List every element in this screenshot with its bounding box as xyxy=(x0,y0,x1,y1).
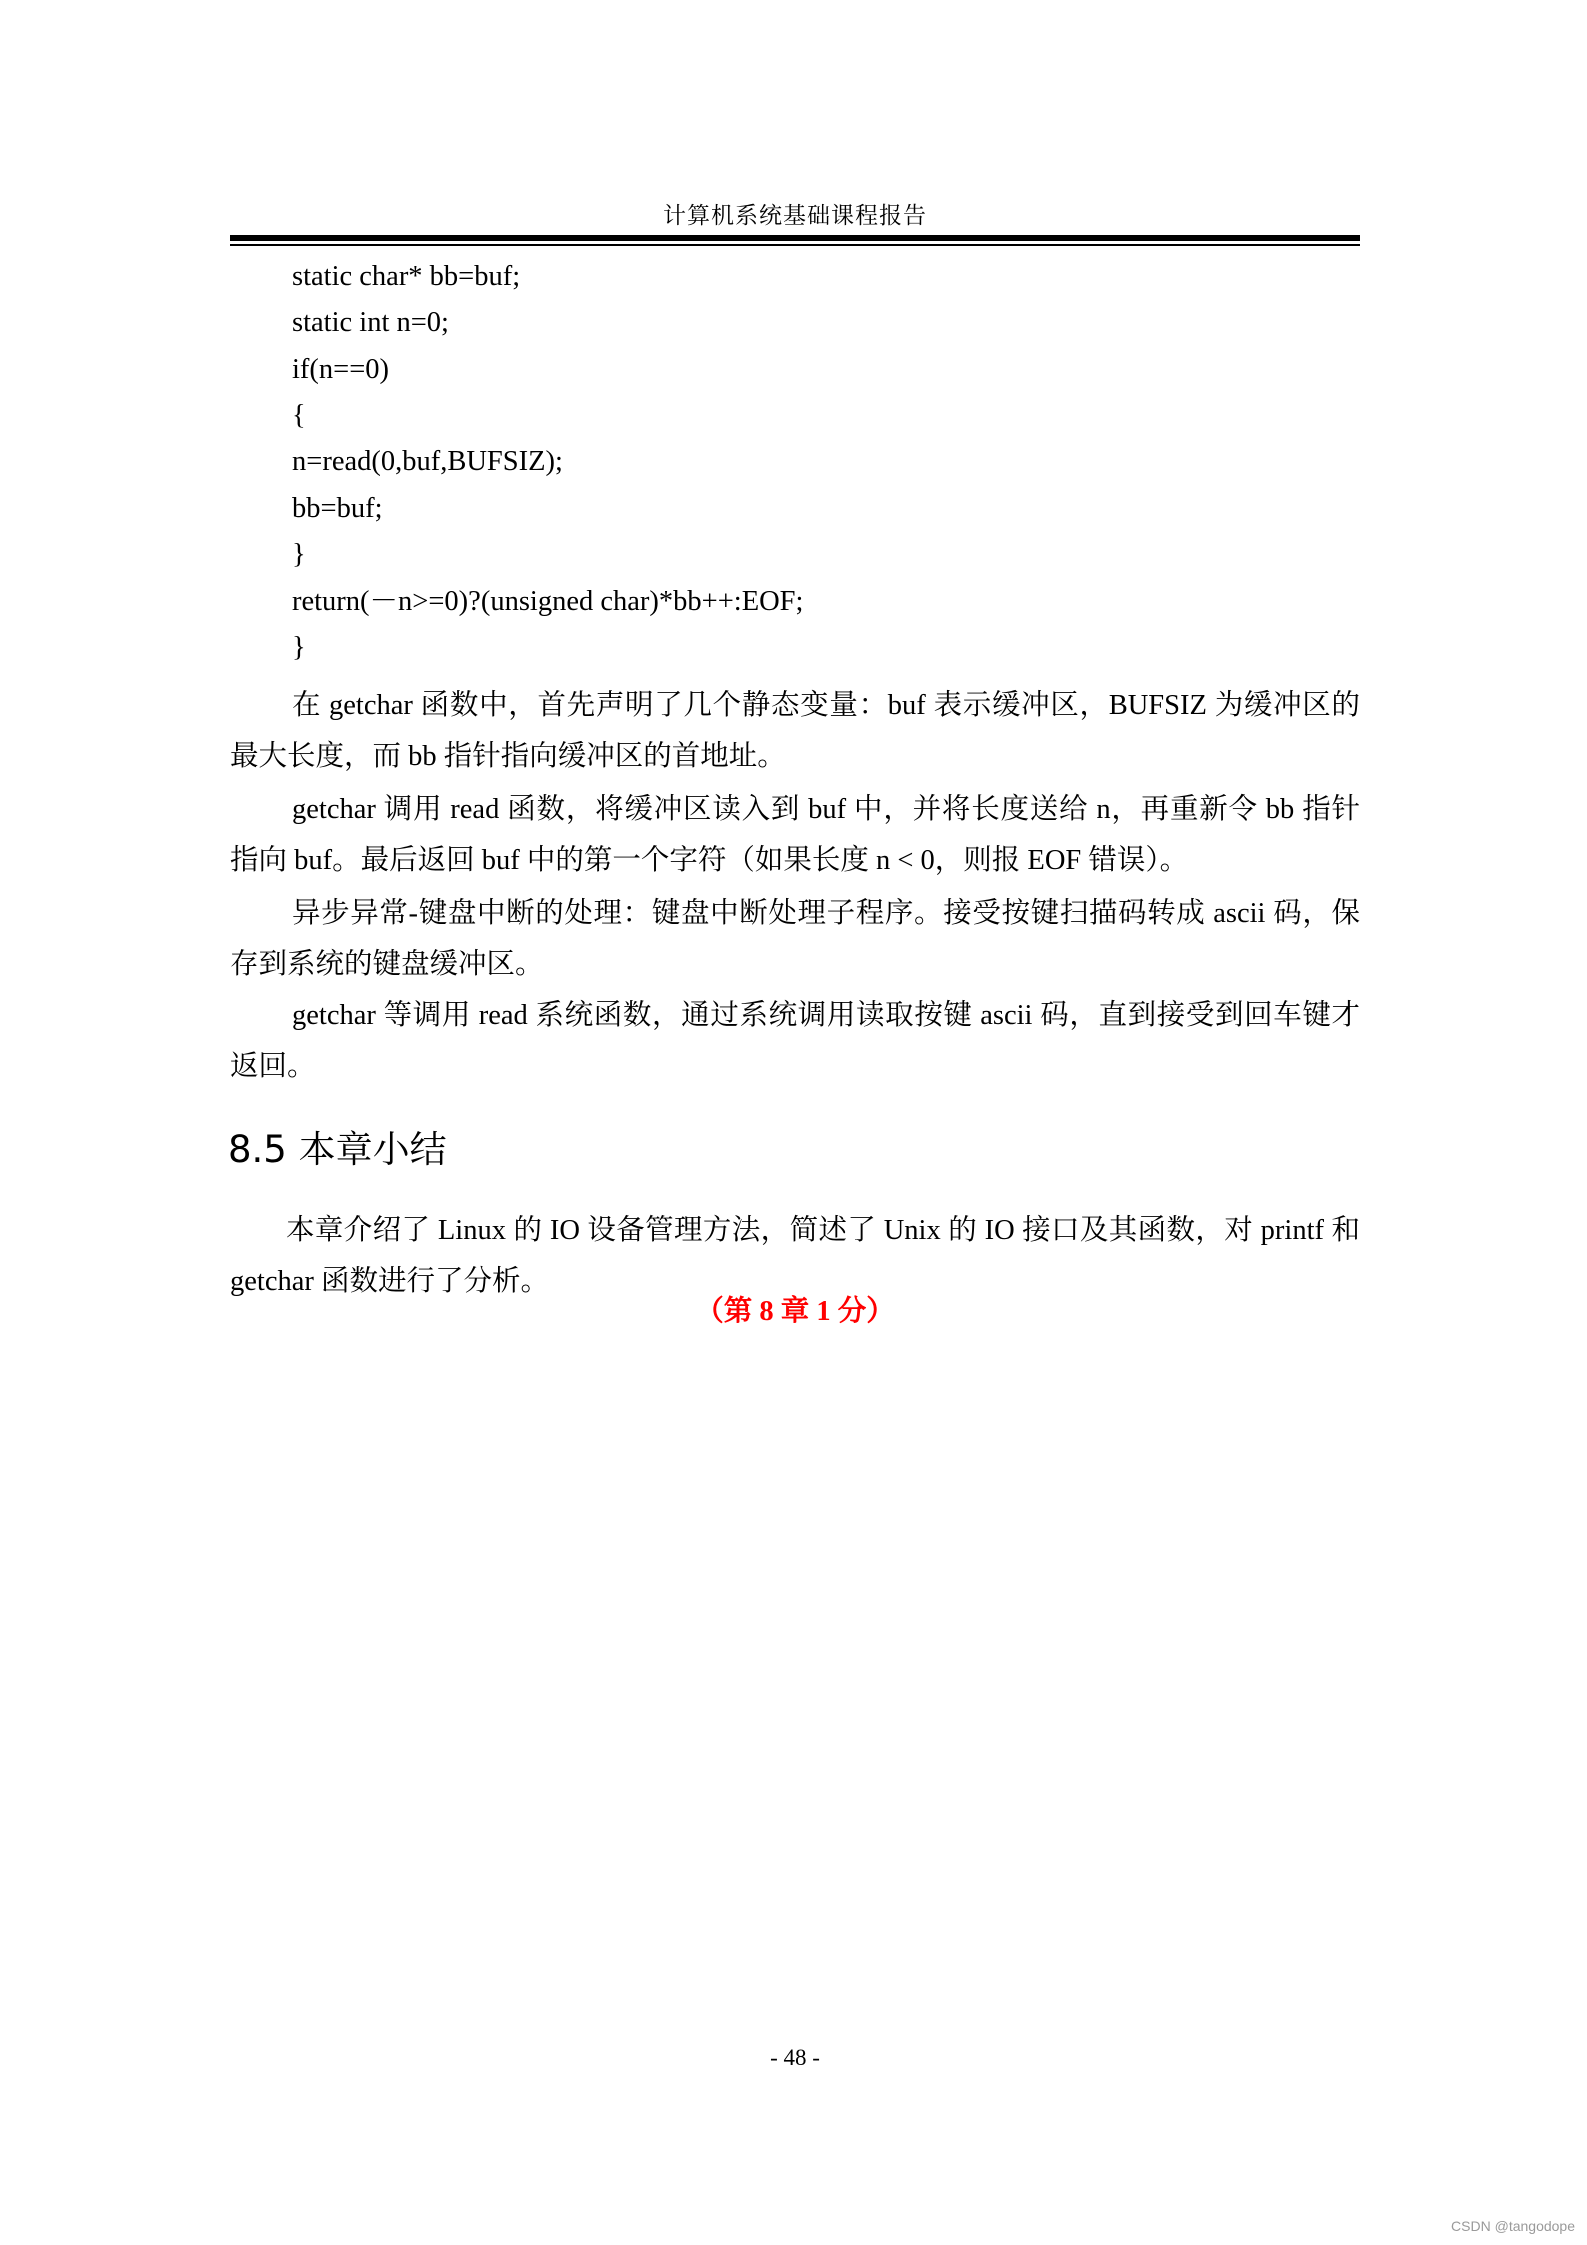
code-line: } xyxy=(292,539,306,570)
body-paragraph: getchar 调用 read 函数，将缓冲区读入到 buf 中，并将长度送给 n，再重新令 bb 指针指向 buf。最后返回 buf 中的第一个字符（如果长度 n < 0，则报 EOF 错误）。 xyxy=(230,794,1360,876)
code-line: static char* bb=buf; xyxy=(292,261,521,292)
score-note: （第 8 章 1 分） xyxy=(695,1296,895,1327)
code-line: } xyxy=(292,632,306,663)
watermark: CSDN @tangodope xyxy=(1451,2218,1575,2234)
code-line: n=read(0,buf,BUFSIZ); xyxy=(292,446,563,477)
body-paragraph: 在 getchar 函数中，首先声明了几个静态变量：buf 表示缓冲区，BUFSIZ 为缓冲区的最大长度，而 bb 指针指向缓冲区的首地址。 xyxy=(230,690,1360,772)
code-line: bb=buf; xyxy=(292,493,383,524)
code-line: if(n==0) xyxy=(292,354,390,385)
header-rule-thick xyxy=(230,235,1360,241)
code-line: static int n=0; xyxy=(292,307,449,338)
header-rule-thin xyxy=(230,244,1360,246)
chapter-summary-paragraph: 本章介绍了 Linux 的 IO 设备管理方法，简述了 Unix 的 IO 接口及其函数，对 printf 和 getchar 函数进行了分析。 xyxy=(230,1215,1360,1297)
body-paragraph: getchar 等调用 read 系统函数，通过系统调用读取按键 ascii 码，直到接受到回车键才返回。 xyxy=(230,1000,1360,1082)
code-line: return(－n>=0)?(unsigned char)*bb++:EOF; xyxy=(292,586,804,617)
page-number: - 48 - xyxy=(770,2045,820,2070)
body-paragraph: 异步异常-键盘中断的处理：键盘中断处理子程序。接受按键扫描码转成 ascii 码，保存到系统的键盘缓冲区。 xyxy=(230,898,1360,980)
code-line: { xyxy=(292,400,306,431)
section-heading: 8.5 本章小结 xyxy=(228,1128,447,1171)
page-header-title: 计算机系统基础课程报告 xyxy=(663,203,927,228)
